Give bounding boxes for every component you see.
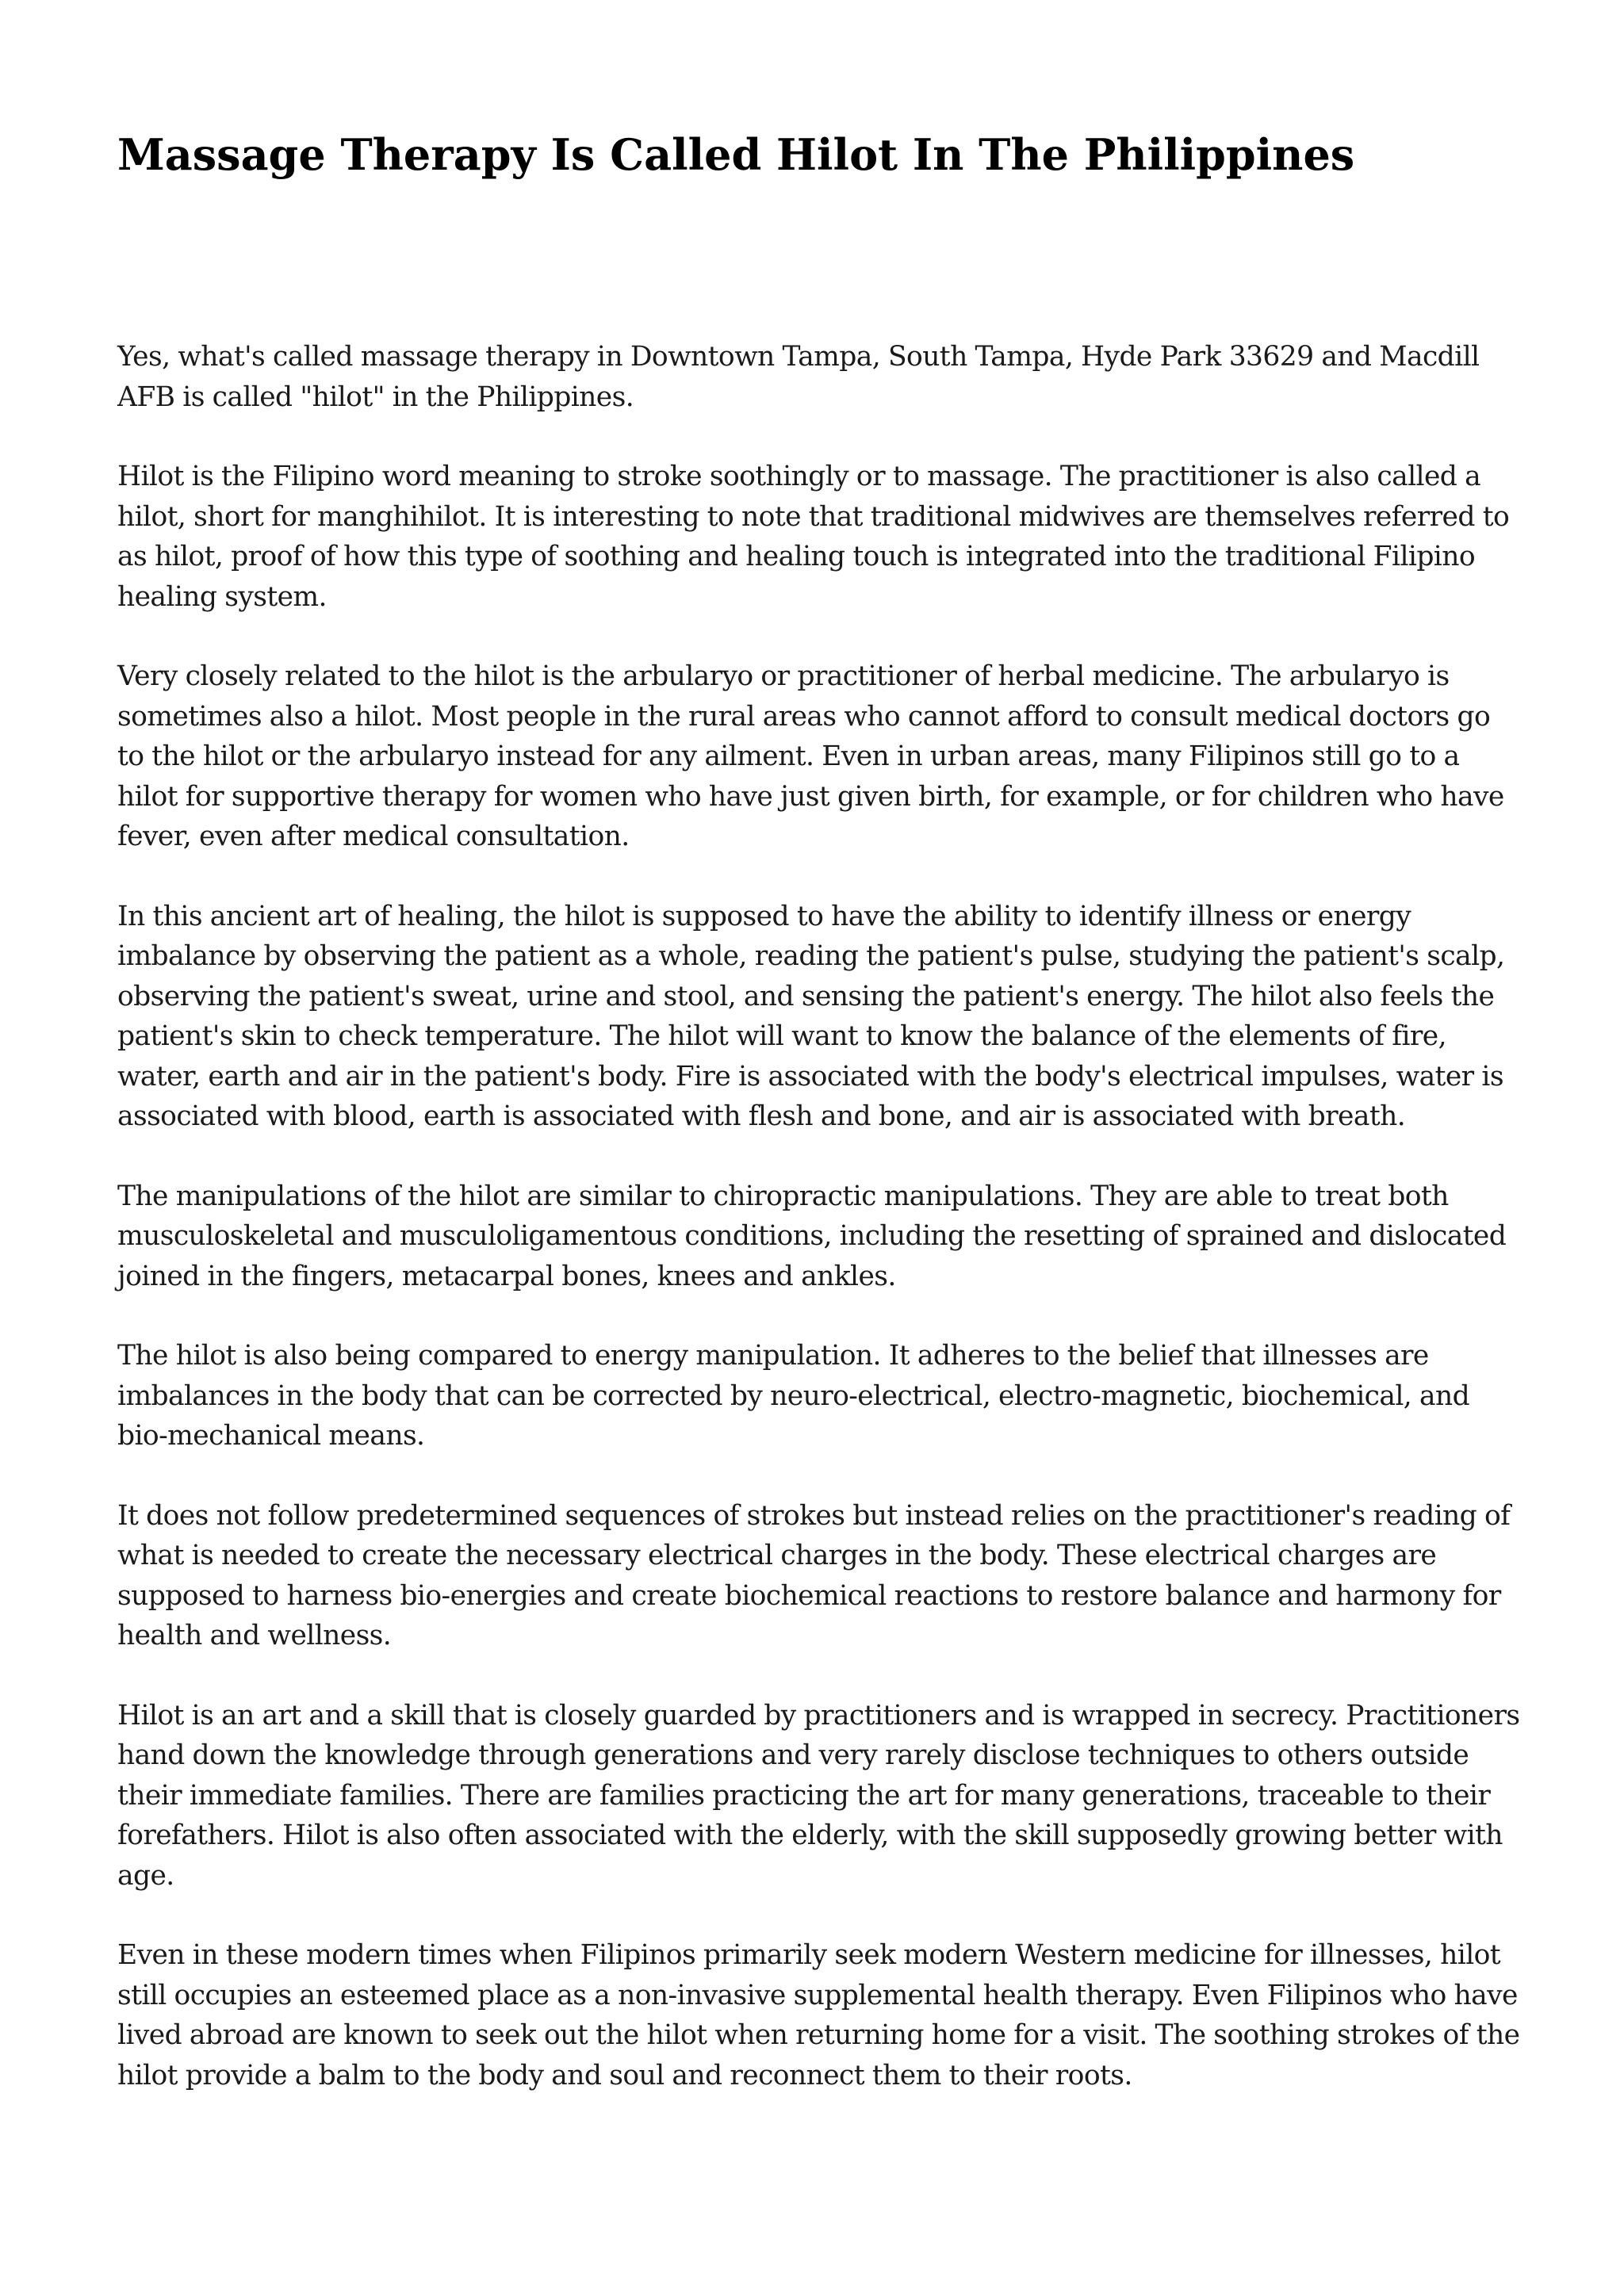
paragraph-3: Very closely related to the hilot is the arbularyo or practitioner of herbal medicine. The arbularyo is sometimes also a hilot. Most people in the rural areas who cannot afford to consult medical doctors go to the hilot or the arbularyo instead for any ailment. Even in urban areas, many Filipinos still go to a hilot for supportive therapy for women who have just given birth, for example, or for children who have fever, even after medical consultation.	[117, 660, 1504, 852]
paragraph-2: Hilot is the Filipino word meaning to stroke soothingly or to massage. The practitioner is also called a hilot, short for manghihilot. It is interesting to note that traditional midwives are themselves referred to as hilot, proof of how this type of soothing and healing touch is integrated into the traditional Filipino healing system.	[117, 461, 1510, 613]
paragraph-4: In this ancient art of healing, the hilot is supposed to have the ability to identify illness or energy imbalance by observing the patient as a whole, reading the patient's pulse, studying the patient's scalp, observing the patient's sweat, urine and stool, and sensing the patient's energy. The hilot also feels the patient's skin to check temperature. The hilot will want to know the balance of the elements of fire, water, earth and air in the patient's body. Fire is associated with the body's electrical impulses, water is associated with blood, earth is associated with flesh and bone, and air is associated with breath.	[117, 900, 1505, 1132]
page-title: Massage Therapy Is Called Hilot In The Philippines	[117, 129, 1355, 180]
paragraph-9: Even in these modern times when Filipinos primarily seek modern Western medicine for illnesses, hilot still occupies an esteemed place as a non-invasive supplemental health therapy. Even Filipinos who have lived abroad are known to seek out the hilot when returning home for a visit. The soothing strokes of the hilot provide a balm to the body and soul and reconnect them to their roots.	[117, 1939, 1520, 2091]
paragraph-5: The manipulations of the hilot are similar to chiropractic manipulations. They are able to treat both musculoskeletal and musculoligamentous conditions, including the resetting of sprained and dislocated joined in the fingers, metacarpal bones, knees and ankles.	[117, 1180, 1507, 1292]
paragraph-6: The hilot is also being compared to energy manipulation. It adheres to the belief that illnesses are imbalances in the body that can be corrected by neuro-electrical, electro-magnetic, biochemical, and bio-mechanical means.	[117, 1340, 1470, 1452]
paragraph-8: Hilot is an art and a skill that is closely guarded by practitioners and is wrapped in secrecy. Practitioners hand down the knowledge through generations and very rarely disclose techniques to others outside their immediate families. There are families practicing the art for many generations, traceable to their forefathers. Hilot is also often associated with the elderly, with the skill supposedly growing better with age.	[117, 1699, 1520, 1892]
paragraph-1: Yes, what's called massage therapy in Downtown Tampa, South Tampa, Hyde Park 33629 and Macdill AFB is called "hilot" in the Philippines.	[117, 341, 1480, 413]
paragraph-7: It does not follow predetermined sequences of strokes but instead relies on the practitioner's reading of what is needed to create the necessary electrical charges in the body. These electrical charges are supposed to harness bio-energies and create biochemical reactions to restore balance and harmony for health and wellness.	[117, 1499, 1511, 1651]
article-body	[117, 337, 1522, 2135]
